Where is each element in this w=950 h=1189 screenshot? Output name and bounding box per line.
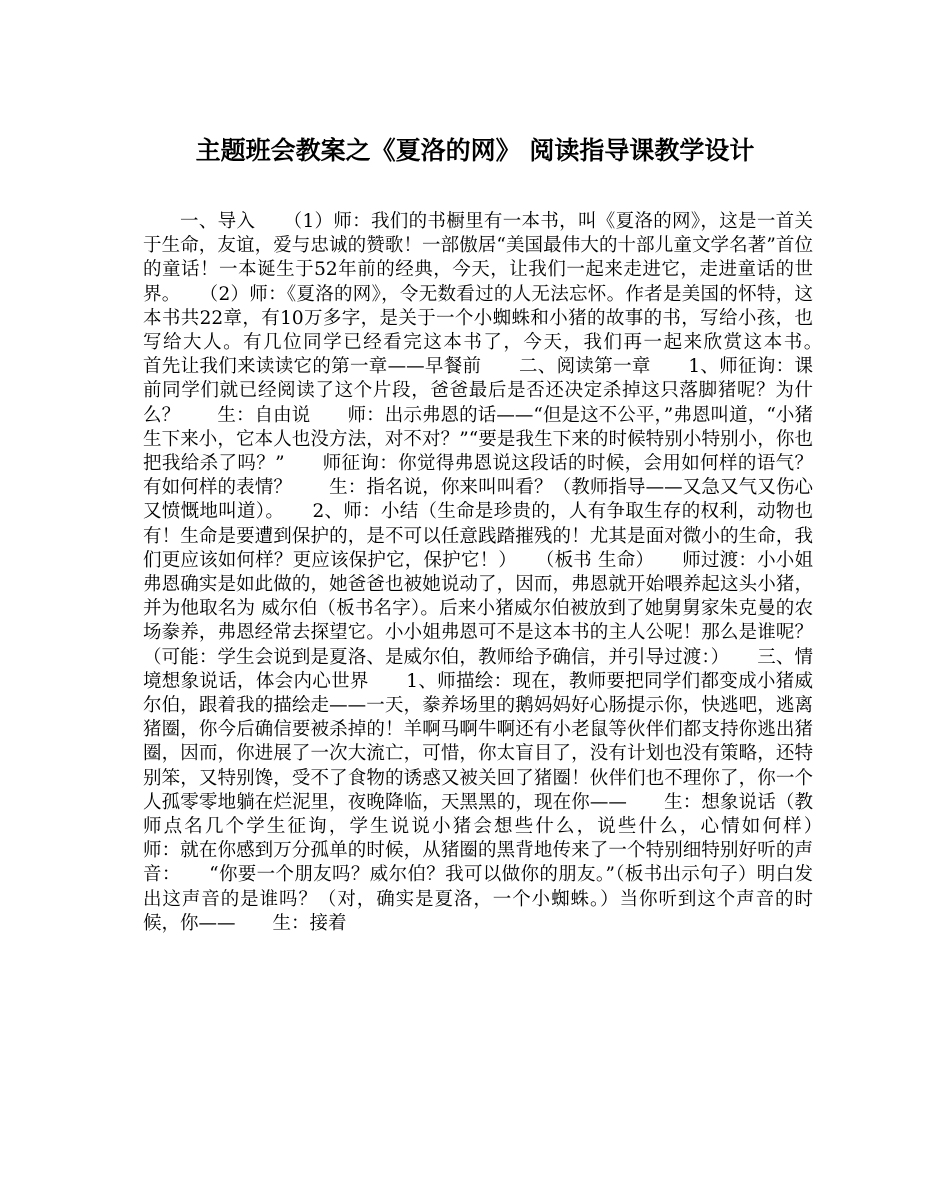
document-body: 一、导入 （1）师：我们的书橱里有一本书，叫《夏洛的网》，这是一首关于生命，友谊，爱与忠诚的赞歌！一部傲居“美国最伟大的十部儿童文学名著”首位的童话！一本诞生于52年前的经典，今天，让我们一起来走进它，走进童话的世界。 （2）师：《夏洛的网》，令无数看过的人无法忘怀。作者是美国的怀特，这本书共22章，有10万多字，是关于一个小蜘蛛和小猪的故事的书，写给小孩，也写给大人。有几位同学已经看完这本书了，今天，我们再一起来欣赏这本书。 首先让我们来读读它的第一章——早餐前 二、阅读第一章 1、师征询：课前同学们就已经阅读了这个片段，爸爸最后是否还决定杀掉这只落脚猪呢？为什么？ 生：自由说 师：出示弗恩的话——“但是这不公平，”弗恩叫道，“小猪生下来小，它本人也没方法，对不对？”“要是我生下来的时候特别小特别小，你也把我给杀了吗？” 师征询：你觉得弗恩说这段话的时候，会用如何样的语气？有如何样的表情？ 生：指名说，你来叫叫看？（教师指导——又急又气又伤心又愤慨地叫道）。 2、师：小结（生命是珍贵的，人有争取生存的权利，动物也有！生命是要遭到保护的，是不可以任意践踏摧残的！尤其是面对微小的生命，我们更应该如何样？更应该保护它，保护它！） （板书 生命） 师过渡：小小姐弗恩确实是如此做的，她爸爸也被她说动了，因而，弗恩就开始喂养起这头小猪，并为他取名为 威尔伯（板书名字）。后来小猪威尔伯被放到了她舅舅家朱克曼的农场豢养，弗恩经常去探望它。小小姐弗恩可不是这本书的主人公呢！那么是谁呢？ （可能：学生会说到是夏洛、是威尔伯，教师给予确信，并引导过渡：） 三、情境想象说话，体会内心世界 1、师描绘：现在，教师要把同学们都变成小猪威尔伯，跟着我的描绘走——一天，豢养场里的鹅妈妈好心肠提示你，快逃吧，逃离猪圈，你今后确信要被杀掉的！羊啊马啊牛啊还有小老鼠等伙伴们都支持你逃出猪圈，因而，你进展了一次大流亡，可惜，你太盲目了，没有计划也没有策略，还特别笨，又特别馋，受不了食物的诱惑又被关回了猪圈！伙伴们也不理你了，你一个人孤零零地躺在烂泥里，夜晚降临，天黑黑的，现在你—— 生：想象说话（教师点名几个学生征询，学生说说小猪会想些什么，说些什么，心情如何样） 师：就在你感到万分孤单的时候，从猪圈的黑背地传来了一个特别细特别好听的声音： “你要一个朋友吗？威尔伯？我可以做你的朋友。”（板书出示句子）明白发出这声音的是谁吗？（对，确实是夏洛，一个小蜘蛛。）当你听到这个声音的时候，你—— 生：接着 xyxy=(143,211,851,934)
document-title: 主题班会教案之《夏洛的网》 阅读指导课教学设计 xyxy=(195,136,755,165)
